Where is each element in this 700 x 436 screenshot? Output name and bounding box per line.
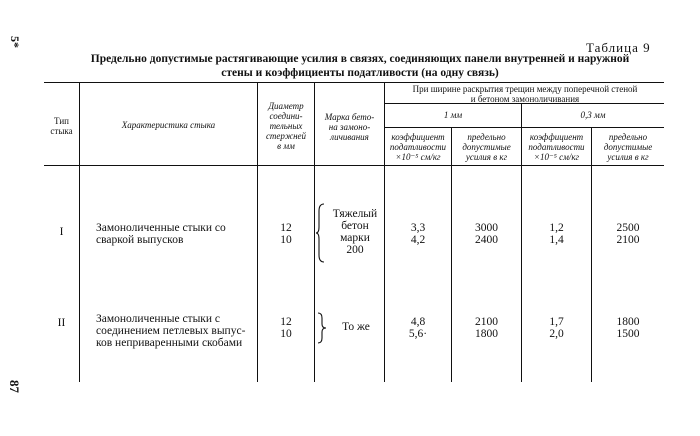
header-diameter-line-1: Диаметр <box>268 101 304 111</box>
row-1-force-2 <box>592 222 664 246</box>
row-1-concrete <box>326 208 384 256</box>
header-force-1-line-2: допустимые <box>462 142 511 152</box>
header-type: Тип стыка <box>50 116 73 136</box>
row-2-force-2 <box>592 316 664 340</box>
row-1-force-2-a: 2500 <box>616 222 640 234</box>
header-coef-1 <box>385 132 451 162</box>
table-label: Таблица 9 <box>586 40 651 55</box>
row-2-brace <box>317 312 327 344</box>
col-divider-7 <box>591 127 592 382</box>
side-mark: 5* <box>8 36 22 48</box>
row-2-coef-1 <box>385 316 451 340</box>
row-1-force-1-a: 3000 <box>475 222 498 234</box>
row-2-coef-1-b: 5,6· <box>408 328 428 340</box>
header-force-2-line-3: усилия в кг <box>607 152 649 162</box>
header-characteristic: Характеристика стыка <box>121 120 216 130</box>
row-1-coef-2-a: 1,2 <box>549 222 564 234</box>
header-force-1-line-3: усилия в кг <box>465 152 508 162</box>
header-crack-group <box>386 84 664 104</box>
title-line-1: Предельно допустимые растягивающие усилия в связях, соединяющих панели внутренней и наружной <box>90 53 630 65</box>
header-coef-2 <box>522 132 591 162</box>
subgroup-rule <box>384 127 664 128</box>
header-force-2-line-1: предельно <box>608 132 648 142</box>
header-force-2 <box>592 132 664 162</box>
header-coef-2-line-3: ×10⁻⁵ см/кг <box>533 152 580 162</box>
row-1-diameters <box>258 222 314 246</box>
row-1-concrete-line-2: бетон <box>341 220 369 232</box>
header-coef-1-line-2: податливости <box>389 142 447 152</box>
row-1-concrete-line-4: 200 <box>346 244 364 256</box>
row-2-force-2-b: 1500 <box>616 328 640 340</box>
header-force-1 <box>452 132 521 162</box>
row-1-force-1-b: 2400 <box>475 234 498 246</box>
header-crack-line-2: и бетоном замоноличивания <box>470 94 580 104</box>
table-title <box>60 52 660 80</box>
row-2-diameter-1: 12 <box>280 316 292 328</box>
row-1-coef-1-b: 4,2 <box>410 234 426 246</box>
header-force-2-line-2: допустимые <box>603 142 653 152</box>
row-1-coef-2-b: 1,4 <box>549 234 564 246</box>
row-2-characteristic-line-1: Замоноличенные стыки с <box>96 313 221 325</box>
header-force-1-line-1: предельно <box>467 132 506 142</box>
row-2-characteristic <box>96 313 256 349</box>
row-1-concrete-line-3: марки <box>340 232 370 244</box>
header-concrete-line-1: Марка бето- <box>324 112 375 122</box>
header-bottom-rule <box>44 165 664 166</box>
header-concrete-line-3: личивания <box>330 132 369 142</box>
header-diameter-line-3: тельных <box>269 121 303 131</box>
row-2-force-2-a: 1800 <box>616 316 640 328</box>
header-diameter-line-2: соедини- <box>269 111 303 121</box>
row-2-coef-2 <box>522 316 591 340</box>
row-2-type: II <box>57 317 66 329</box>
row-1-characteristic <box>96 222 256 246</box>
row-2-characteristic-line-3: ков неприваренными скобами <box>96 337 243 349</box>
header-concrete <box>315 112 384 142</box>
row-2-coef-2-b: 2,0 <box>549 328 564 340</box>
row-1-coef-2 <box>522 222 591 246</box>
header-crack-line-1: При ширине раскрытия трещин между поперечной стеной <box>412 84 638 94</box>
row-1-brace <box>316 203 326 263</box>
col-divider-5 <box>451 127 452 382</box>
row-1-diameter-1: 12 <box>280 222 292 234</box>
row-1-coef-1 <box>385 222 451 246</box>
row-1-characteristic-line-2: сваркой выпусков <box>96 234 184 246</box>
header-diameter <box>258 101 314 151</box>
row-1-characteristic-line-1: Замоноличенные стыки со <box>96 222 226 234</box>
header-coef-1-line-1: коэффициент <box>391 132 445 142</box>
header-width-1: 1 мм <box>443 110 463 120</box>
row-2-force-1-a: 2100 <box>475 316 498 328</box>
header-coef-1-line-3: ×10⁻⁵ см/кг <box>395 152 441 162</box>
row-2-characteristic-line-2: соединением петлевых выпус- <box>96 325 246 337</box>
page-number: 87 <box>7 380 22 393</box>
header-coef-2-line-2: податливости <box>528 142 585 152</box>
header-diameter-line-5: в мм <box>277 141 295 151</box>
header-coef-2-line-1: коэффициент <box>529 132 584 142</box>
table-top-rule <box>44 82 664 83</box>
row-1-force-1 <box>452 222 521 246</box>
header-width-2: 0,3 мм <box>580 110 606 120</box>
row-2-diameter-2: 10 <box>280 328 292 340</box>
header-concrete-line-2: на замоно- <box>328 122 371 132</box>
header-diameter-line-4: стержней <box>265 131 307 141</box>
row-2-concrete: То же <box>342 321 370 333</box>
row-2-force-1 <box>452 316 521 340</box>
row-2-coef-2-a: 1,7 <box>549 316 564 328</box>
row-2-force-1-b: 1800 <box>475 328 498 340</box>
row-2-diameters <box>258 316 314 340</box>
title-line-2: стены и коэффициенты податливости (на одну связь) <box>221 67 499 79</box>
row-1-type: I <box>59 226 64 238</box>
row-1-force-2-b: 2100 <box>616 234 640 246</box>
row-1-coef-1-a: 3,3 <box>410 222 426 234</box>
row-2-coef-1-a: 4,8 <box>410 316 426 328</box>
row-1-concrete-line-1: Тяжелый <box>332 208 378 220</box>
row-1-diameter-2: 10 <box>280 234 292 246</box>
